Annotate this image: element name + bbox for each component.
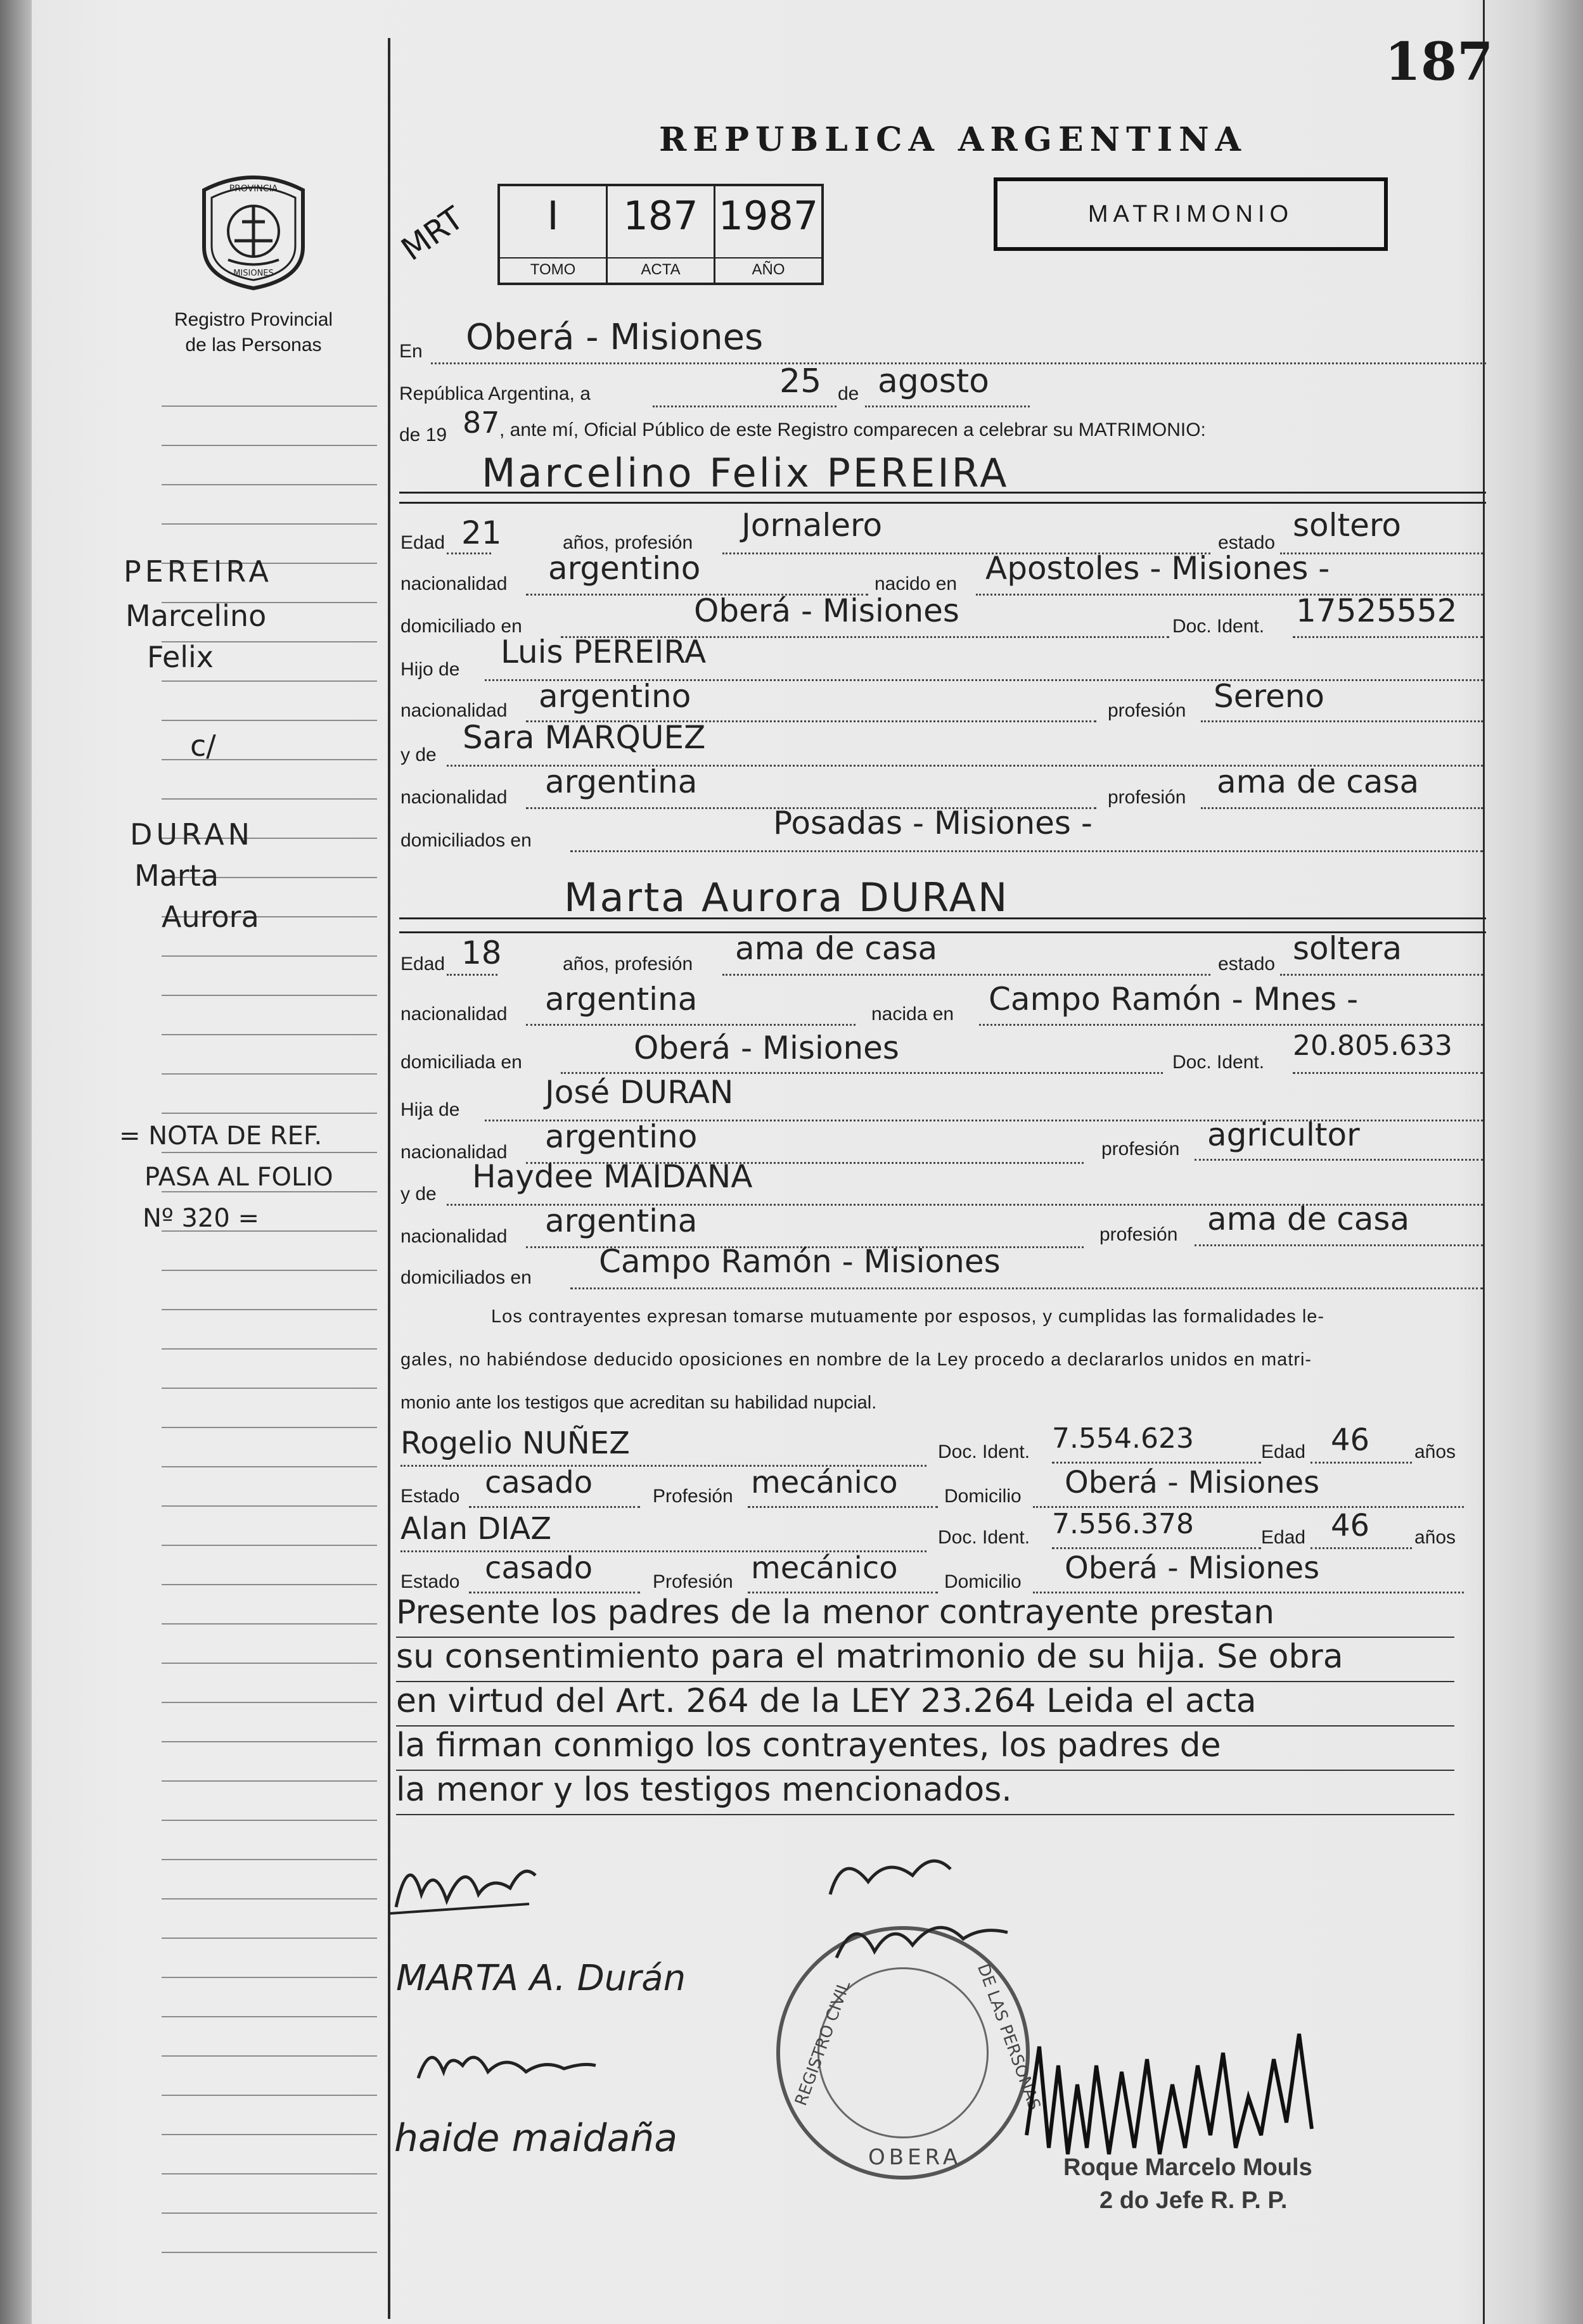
fill-line (722, 974, 1210, 976)
acta-cell (608, 186, 715, 283)
witness-estado-label: Estado (401, 1571, 460, 1592)
record-type: MATRIMONIO (1087, 200, 1294, 227)
groom-nationality: argentino (548, 550, 701, 587)
country-heading: REPUBLICA ARGENTINA (659, 120, 1248, 159)
fill-line (748, 1506, 938, 1508)
acta-value: 187 (623, 193, 698, 239)
witness-estado-label: Estado (401, 1486, 460, 1507)
margin-ruled-line (162, 1348, 377, 1350)
stamp-ring-bottom: OBERA (868, 2145, 962, 2170)
groom-section-divider (399, 502, 1486, 504)
acta-caption: ACTA (608, 257, 714, 279)
margin-note-line3: Nº 320 = (143, 1204, 260, 1233)
day-line (653, 405, 836, 407)
margin-ruled-line (162, 484, 377, 485)
groom-residence: Oberá - Misiones (694, 592, 959, 629)
margin-ruled-line (162, 1152, 377, 1153)
signature-bride-father (406, 2027, 608, 2097)
tomo-cell (500, 186, 608, 283)
groom-mother-nat: argentina (545, 763, 698, 800)
groom-mother-prof: ama de casa (1217, 763, 1420, 800)
groom-doc: 17525552 (1296, 592, 1458, 629)
year-label-post: , ante mí, Oficial Público de este Registro comparecen a celebrar su MATRIMONIO: (499, 419, 1206, 440)
bride-age: 18 (461, 935, 502, 971)
groom-mother: Sara MARQUEZ (463, 719, 706, 756)
province-seal-icon (198, 171, 309, 291)
witness-age: 46 (1331, 1508, 1370, 1543)
margin-ruled-line (162, 1741, 377, 1742)
margin-ruled-line (162, 995, 377, 996)
year-value: 87 (463, 405, 500, 440)
margin-ruled-line (162, 1309, 377, 1310)
groom-hijo-label: Hijo de (401, 659, 460, 680)
witness-prof-label: Profesión (653, 1486, 733, 1507)
witness-name: Rogelio NUÑEZ (401, 1426, 631, 1461)
witness-status: casado (485, 1550, 593, 1586)
seal-bottom-text: MISIONES (233, 269, 274, 278)
bride-nat-label: nacionalidad (401, 1004, 508, 1025)
witness-age: 46 (1331, 1422, 1370, 1458)
official-signature (1014, 2008, 1331, 2173)
fill-line (570, 1287, 1483, 1289)
bride-father-nat: argentino (545, 1118, 698, 1155)
groom-age: 21 (461, 514, 502, 551)
bride-mother: Haydee MAIDANA (472, 1158, 753, 1195)
body-line2: gales, no habiéndose deducido oposiciones en nombre de la Ley procedo a declararlos unidos en matri- (401, 1350, 1312, 1370)
margin-ruled-line (162, 2173, 377, 2174)
margin-groom-given1: Marcelino (125, 599, 267, 633)
ano-value: 1987 (718, 193, 819, 239)
bride-full-name: Marta Aurora DURAN (564, 874, 1009, 921)
margin-bride-surname: DURAN (130, 817, 254, 852)
note-underline (396, 1814, 1454, 1815)
de-label: de (838, 383, 859, 404)
note-line: su consentimiento para el matrimonio de su hija. Se obra (396, 1638, 1343, 1676)
record-number-box (497, 184, 824, 285)
witness-dom-label: Domicilio (944, 1486, 1022, 1507)
handwritten-prefix: MRT (394, 200, 470, 268)
witness-profession: mecánico (751, 1550, 898, 1586)
ano-caption: AÑO (715, 257, 821, 279)
groom-profession: Jornalero (741, 507, 883, 544)
witness-profession: mecánico (751, 1465, 898, 1500)
margin-ruled-line (162, 1623, 377, 1625)
groom-estado-label: estado (1218, 532, 1276, 553)
margin-ruled-line (162, 1702, 377, 1703)
signature-bride: MARTA A. Durán (396, 1958, 686, 1999)
witness-doc: 7.554.623 (1052, 1422, 1194, 1455)
fill-line (1293, 1072, 1483, 1074)
margin-ruled-line (162, 1427, 377, 1428)
witness-signatures (817, 1844, 1020, 2008)
witness-doc-label: Doc. Ident. (938, 1527, 1030, 1548)
groom-father-nat: argentino (539, 678, 691, 715)
bride-estado-label: estado (1218, 954, 1276, 974)
body-line3: monio ante los testigos que acreditan su habilidad nupcial. (401, 1393, 877, 1413)
bride-y-de-label: y de (401, 1184, 437, 1204)
registry-name (136, 307, 371, 358)
page-number: 187 (1385, 32, 1494, 93)
month-line (865, 405, 1030, 407)
groom-anos-profesion-label: años, profesión (563, 532, 693, 553)
fill-line (570, 850, 1483, 852)
bride-doc: 20.805.633 (1293, 1030, 1452, 1062)
bride-doc-label: Doc. Ident. (1172, 1052, 1265, 1073)
margin-ruled-line (162, 720, 377, 721)
bride-mother-prof: ama de casa (1207, 1201, 1410, 1237)
margin-ruled-line (162, 1505, 377, 1507)
signature-bride-mother: haide maidaña (394, 2116, 678, 2161)
margin-ruled-line (162, 1663, 377, 1664)
fill-line (1052, 1547, 1261, 1549)
note-line: en virtud del Art. 264 de la LEY 23.264 Leida el acta (396, 1682, 1257, 1720)
fill-line (447, 974, 497, 976)
fill-line (1293, 636, 1483, 638)
note-line: Presente los padres de la menor contrayente prestan (396, 1593, 1275, 1631)
bride-father: José DURAN (545, 1074, 734, 1111)
groom-father: Luis PEREIRA (501, 634, 707, 670)
fill-line (526, 1024, 856, 1026)
registry-line2: de las Personas (185, 335, 322, 355)
groom-nat-label: nacionalidad (401, 573, 508, 594)
witness-name: Alan DIAZ (401, 1511, 552, 1547)
margin-note-line2: PASA AL FOLIO (144, 1163, 333, 1192)
witness-doc-label: Doc. Ident. (938, 1441, 1030, 1462)
year-label-pre: de 19 (399, 425, 447, 445)
signature-groom (383, 1837, 548, 1926)
witness-edad-label: Edad (1261, 1527, 1306, 1548)
tomo-caption: TOMO (500, 257, 606, 279)
margin-ruled-line (162, 1977, 377, 1978)
margin-ruled-line (162, 955, 377, 957)
groom-birthplace: Apostoles - Misiones - (985, 550, 1330, 587)
bride-mother-prof-label: profesión (1099, 1224, 1178, 1245)
note-line: la firman conmigo los contrayentes, los padres de (396, 1727, 1221, 1765)
margin-groom-surname: PEREIRA (124, 554, 272, 589)
groom-father-prof: Sereno (1214, 678, 1324, 715)
bride-mother-nat: argentina (545, 1203, 698, 1239)
fill-line (1280, 974, 1483, 976)
groom-nacido-label: nacido en (875, 573, 958, 594)
margin-ruled-line (162, 1113, 377, 1114)
stamp-ring-left: REGISTRO CIVIL (792, 1978, 855, 2109)
day-value: 25 (779, 362, 822, 400)
groom-dom-label: domiciliado en (401, 616, 522, 637)
official-name: Roque Marcelo Mouls (1063, 2154, 1312, 2181)
margin-ruled-line (162, 1073, 377, 1075)
margin-ruled-line (162, 1859, 377, 1860)
fill-line (1195, 1159, 1483, 1161)
margin-ruled-line (162, 2252, 377, 2253)
margin-ruled-line (162, 1780, 377, 1782)
margin-bride-given2: Aurora (162, 900, 259, 934)
tomo-value: I (547, 193, 559, 239)
groom-father-nat-label: nacionalidad (401, 700, 508, 721)
bride-age-label: Edad (401, 954, 445, 974)
fill-line (469, 1506, 640, 1508)
witness-residence: Oberá - Misiones (1065, 1465, 1320, 1500)
fill-line (1052, 1462, 1261, 1464)
witness-residence: Oberá - Misiones (1065, 1550, 1320, 1586)
bride-parents-dom: Campo Ramón - Misiones (599, 1243, 1001, 1280)
margin-ruled-line (162, 2134, 377, 2135)
witness-anos-label: años (1414, 1527, 1456, 1548)
body-line1: Los contrayentes expresan tomarse mutuamente por esposos, y cumplidas las formalidades le- (491, 1306, 1325, 1327)
witness-status: casado (485, 1465, 593, 1500)
groom-doc-label: Doc. Ident. (1172, 616, 1265, 637)
fill-line (1311, 1462, 1412, 1464)
groom-mother-nat-label: nacionalidad (401, 787, 508, 808)
margin-groom-given2: Felix (147, 640, 214, 674)
stamp-ring-right: DE LAS PERSONAS (973, 1961, 1044, 2113)
bride-father-prof-label: profesión (1101, 1139, 1180, 1159)
groom-parents-dom: Posadas - Misiones - (773, 805, 1093, 841)
margin-ruled-line (162, 1938, 377, 1939)
witness-dom-label: Domicilio (944, 1571, 1022, 1592)
margin-ruled-line (162, 1388, 377, 1389)
bride-nationality: argentina (545, 981, 698, 1018)
groom-parents-dom-label: domiciliados en (401, 830, 532, 851)
margin-ruled-line (162, 680, 377, 682)
bride-anos-profesion-label: años, profesión (563, 954, 693, 974)
margin-ruled-line (162, 1270, 377, 1271)
groom-y-de-label: y de (401, 744, 437, 765)
month-value: agosto (878, 362, 989, 400)
fill-line (1311, 1547, 1412, 1549)
bride-mother-nat-label: nacionalidad (401, 1226, 508, 1247)
fill-line (1201, 807, 1483, 809)
margin-ruled-line (162, 2095, 377, 2096)
ano-cell (715, 186, 821, 283)
margin-ruled-line (162, 2016, 377, 2017)
groom-status: soltero (1293, 507, 1401, 544)
right-border (1483, 0, 1485, 2324)
fill-line (447, 552, 491, 554)
margin-bride-given1: Marta (134, 859, 219, 893)
bride-dom-label: domiciliada en (401, 1052, 522, 1073)
witness-doc: 7.556.378 (1052, 1508, 1194, 1540)
bride-father-nat-label: nacionalidad (401, 1142, 508, 1163)
witness-prof-label: Profesión (653, 1571, 733, 1592)
official-role: 2 do Jefe R. P. P. (1099, 2187, 1288, 2214)
bride-status: soltera (1293, 930, 1402, 967)
note-line: la menor y los testigos mencionados. (396, 1771, 1012, 1809)
margin-ruled-line (162, 1466, 377, 1467)
margin-ruled-line (162, 1545, 377, 1546)
margin-connector: c/ (190, 729, 216, 763)
margin-ruled-line (162, 1898, 377, 1899)
seal-top-text: PROVINCIA (229, 184, 278, 194)
margin-note-line1: = NOTA DE REF. (119, 1121, 323, 1151)
bride-hija-label: Hija de (401, 1099, 460, 1120)
bride-nacida-label: nacida en (871, 1004, 954, 1025)
margin-ruled-line (162, 2055, 377, 2057)
bride-birthplace: Campo Ramón - Mnes - (989, 981, 1359, 1018)
fill-line (1201, 720, 1483, 722)
registry-line1: Registro Provincial (174, 309, 333, 330)
witness-edad-label: Edad (1261, 1441, 1306, 1462)
margin-ruled-line (162, 2212, 377, 2214)
groom-mother-prof-label: profesión (1108, 787, 1186, 808)
margin-ruled-line (162, 1584, 377, 1585)
bride-parents-dom-label: domiciliados en (401, 1267, 532, 1288)
republica-label: República Argentina, a (399, 383, 591, 404)
fill-line (1195, 1244, 1483, 1246)
margin-ruled-line (162, 523, 377, 525)
margin-ruled-line (162, 1820, 377, 1821)
margin-ruled-line (162, 798, 377, 800)
bride-residence: Oberá - Misiones (634, 1030, 899, 1066)
witness-anos-label: años (1414, 1441, 1456, 1462)
groom-age-label: Edad (401, 532, 445, 553)
en-label: En (399, 341, 423, 362)
groom-full-name: Marcelino Felix PEREIRA (482, 450, 1009, 496)
book-binding (0, 0, 32, 2324)
place-value: Oberá - Misiones (466, 317, 764, 358)
margin-ruled-line (162, 1034, 377, 1035)
bride-father-prof: agricultor (1207, 1116, 1360, 1153)
bride-profession: ama de casa (735, 930, 938, 967)
margin-ruled-line (162, 405, 377, 407)
fill-line (979, 1024, 1483, 1026)
margin-ruled-line (162, 445, 377, 446)
groom-father-prof-label: profesión (1108, 700, 1186, 721)
record-type-box (994, 177, 1388, 251)
margin-divider (388, 38, 390, 2319)
